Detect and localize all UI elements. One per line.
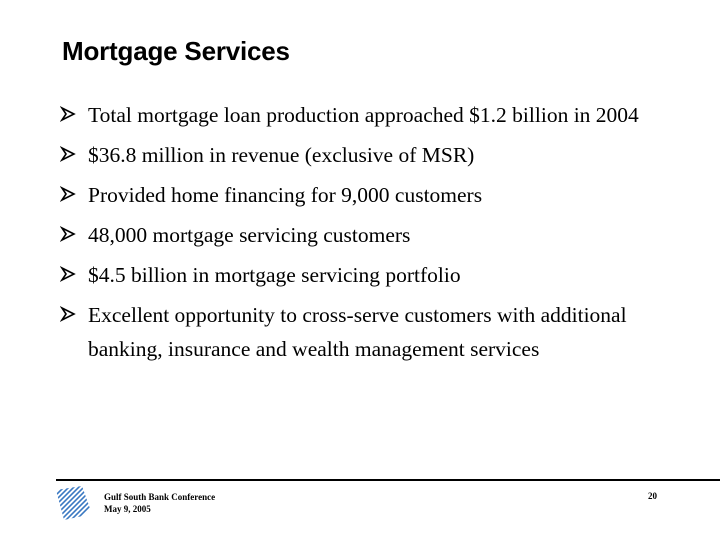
- bullet-item: [60, 98, 660, 132]
- bullet-item: [60, 298, 660, 366]
- bullet-item: [60, 258, 660, 292]
- bullet-text: $4.5 billion in mortgage servicing portfolio: [88, 263, 461, 287]
- bullet-item: [60, 138, 660, 172]
- arrowhead-bullet-icon: [60, 306, 76, 322]
- conference-date: May 9, 2005: [104, 504, 151, 514]
- conference-name: Gulf South Bank Conference: [104, 492, 216, 502]
- footer-text: [104, 491, 215, 515]
- arrowhead-bullet-icon: [60, 106, 76, 122]
- page-number: 20: [648, 491, 657, 501]
- arrowhead-bullet-icon: [60, 226, 76, 242]
- bullet-list: [60, 98, 660, 372]
- footer-divider: [56, 479, 720, 481]
- bullet-text: 48,000 mortgage servicing customers: [88, 223, 411, 247]
- bank-logo-icon: [52, 484, 94, 522]
- bullet-text: Total mortgage loan production approached $1.2 billion in 2004: [88, 103, 639, 127]
- bullet-text: Excellent opportunity to cross-serve customers with additional banking, insurance and wealth management services: [88, 303, 627, 361]
- arrowhead-bullet-icon: [60, 186, 76, 202]
- slide-title: Mortgage Services: [62, 36, 290, 66]
- bullet-text: Provided home financing for 9,000 customers: [88, 183, 483, 207]
- bullet-text: $36.8 million in revenue (exclusive of MSR): [88, 143, 475, 167]
- bullet-item: [60, 218, 660, 252]
- arrowhead-bullet-icon: [60, 266, 76, 282]
- bullet-item: [60, 178, 660, 212]
- arrowhead-bullet-icon: [60, 146, 76, 162]
